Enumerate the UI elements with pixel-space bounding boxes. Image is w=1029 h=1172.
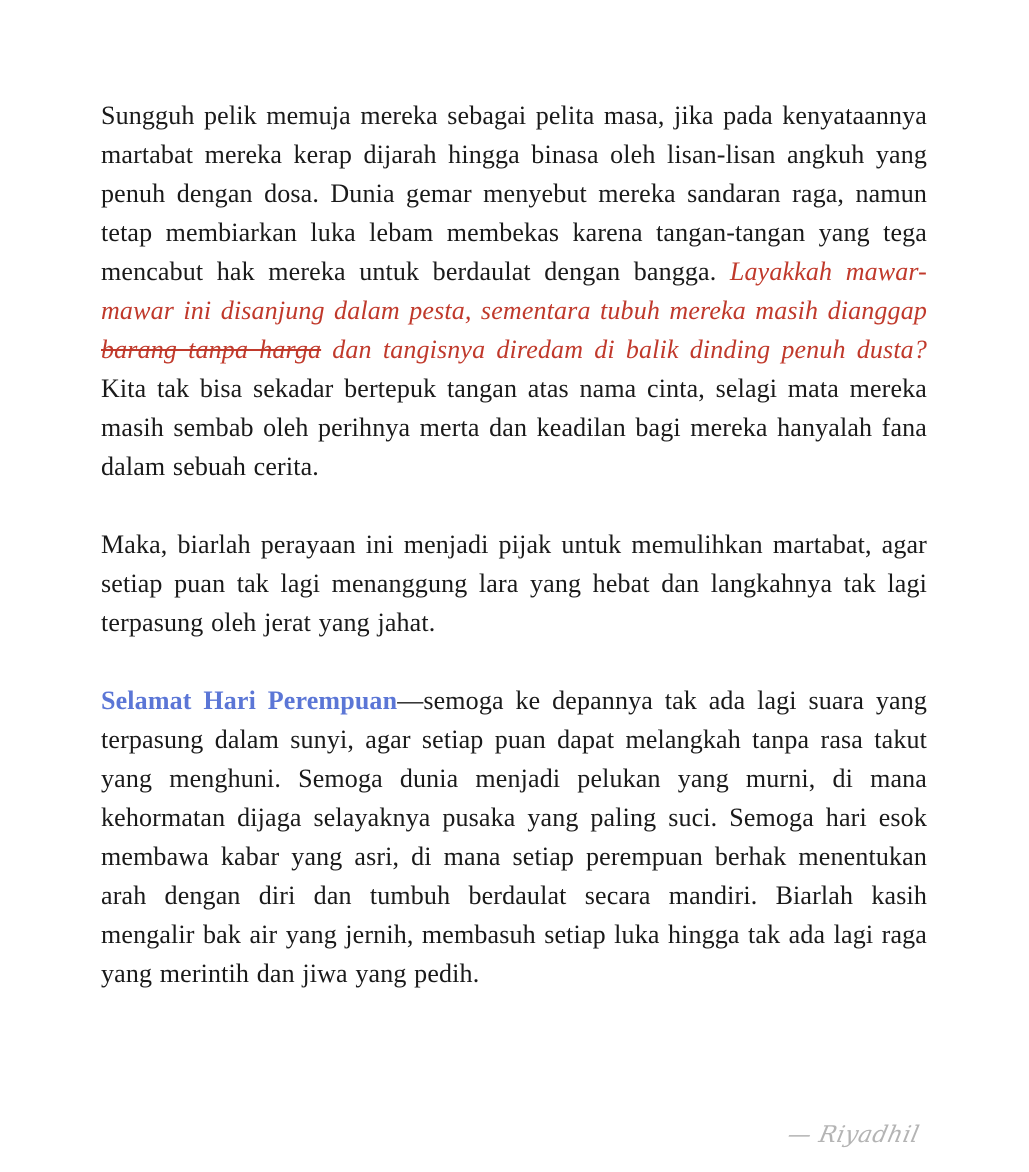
greeting-highlight: Selamat Hari Perempuan (101, 686, 398, 715)
paragraph-2: Maka, biarlah perayaan ini menjadi pijak untuk memulihkan martabat, agar setiap puan tak lagi menanggung lara yang hebat dan langkahnya tak lagi terpasung oleh jerat yang jahat. (101, 530, 927, 637)
paragraph-1-intro: Sungguh pelik memuja mereka sebagai pelita masa, jika pada kenyataannya martabat mereka kerap dijarah hingga binasa oleh lisan-lisan angkuh yang penuh dengan dosa. Dunia gemar menyebut mereka sandaran raga, namun tetap membiarkan luka lebam membekas karena tangan-tangan yang tega mencabut hak mereka untuk berdaulat dengan bangga. (101, 101, 927, 286)
paragraph-3-text: —semoga ke depannya tak ada lagi suara yang terpasung dalam sunyi, agar setiap puan dapat melangkah tanpa rasa takut yang menghuni. Semoga dunia menjadi pelukan yang murni, di mana kehormatan dijaga selayaknya pusaka yang paling suci. Semoga hari esok membawa kabar yang asri, di mana setiap perempuan berhak menentukan arah dengan diri dan tumbuh berdaulat secara mandiri. Biarlah kasih mengalir bak air yang jernih, membasuh setiap luka hingga tak ada lagi raga yang merintih dan jiwa yang pedih. (101, 686, 927, 988)
question-end: dan tangisnya diredam di balik dinding penuh dusta? (332, 335, 927, 364)
paragraph-3 (101, 681, 927, 993)
struck-phrase: barang tanpa harga (101, 335, 322, 364)
paragraph-gap (101, 486, 927, 525)
question-start: Layakkah mawar-mawar ini disanjung dalam pesta, sementara tubuh mereka masih dianggap (101, 257, 927, 325)
paragraph-gap (101, 642, 927, 681)
paragraph-1-closing: Kita tak bisa sekadar bertepuk tangan atas nama cinta, selagi mata mereka masih sembab oleh perihnya merta dan keadilan bagi mereka hanyalah fana dalam sebuah cerita. (101, 374, 927, 481)
author-signature: — Riyadhil (785, 1122, 922, 1148)
paragraph-1 (101, 96, 927, 486)
document-body (101, 96, 927, 993)
